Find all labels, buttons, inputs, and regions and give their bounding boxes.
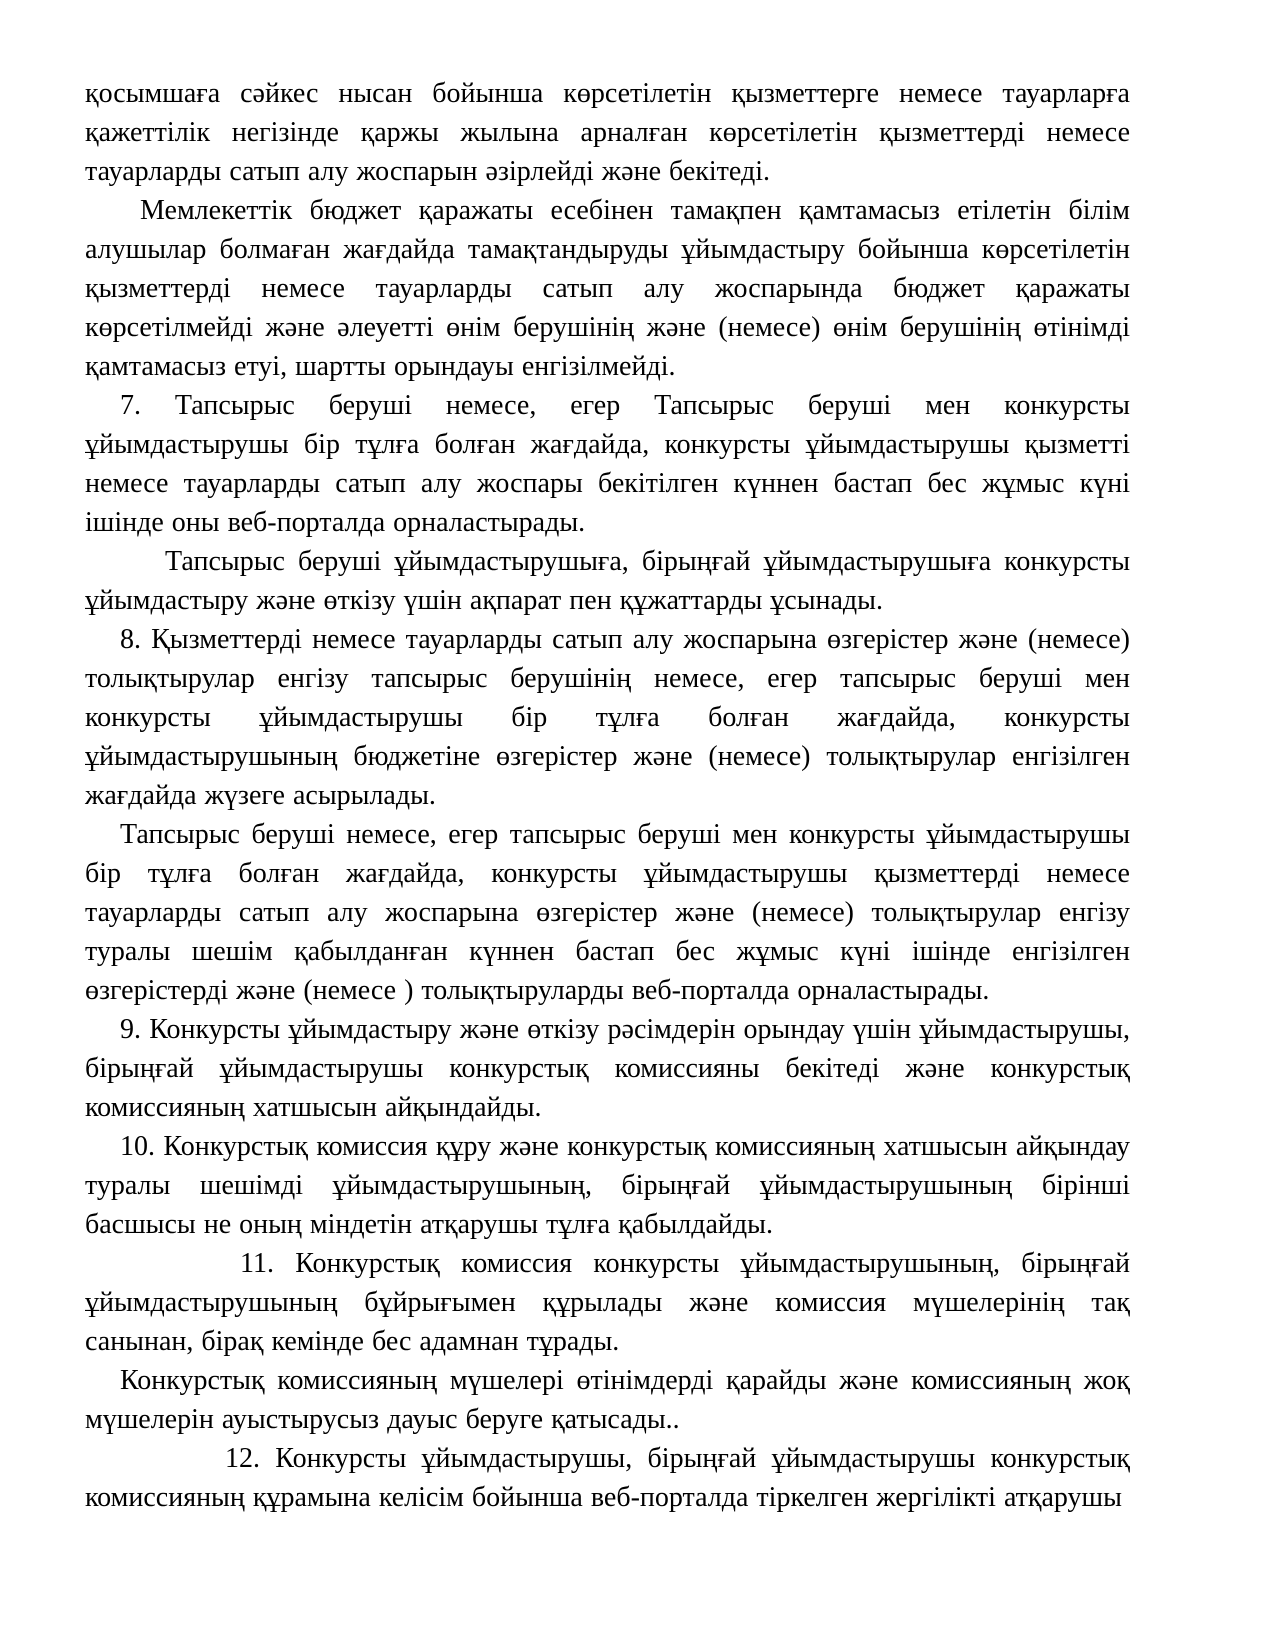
paragraph-item-9: 9. Конкурсты ұйымдастыру және өткізу рәсімдерін орындау үшін ұйымдастырушы, бірыңғай ұйымдастырушы конкурстық комиссияны бекітеді және конкурстық комиссияның хатшысын айқындайды.	[85, 1014, 1130, 1123]
paragraph-item-12: 12. Конкурсты ұйымдастырушы, бірыңғай ұйымдастырушы конкурстық комиссияның құрамына келісім бойынша веб-порталда тіркелген жергілікті атқарушы	[85, 1443, 1130, 1513]
paragraph-continuation: қосымшаға сәйкес нысан бойынша көрсетілетін қызметтерге немесе тауарларға қажеттілік негізінде қаржы жылына арналған көрсетілетін қызметтерді немесе тауарларды сатып алу жоспарын әзірлейді және бекітеді.	[85, 78, 1130, 187]
paragraph-customer-changes-plan: Тапсырыс беруші немесе, егер тапсырыс беруші мен конкурсты ұйымдастырушы бір тұлға болған жағдайда, конкурсты ұйымдастырушы қызметтерді немесе тауарларды сатып алу жоспарына өзгерістер және (немесе) толықтырулар енгізу туралы шешім қабылданған күннен бастап бес жұмыс күні ішінде енгізілген өзгерістерді және (немесе ) толықтыруларды веб-порталда орналастырады.	[85, 819, 1130, 1006]
paragraph-item-11: 11. Конкурстық комиссия конкурсты ұйымдастырушының, бірыңғай ұйымдастырушының бұйрығымен құрылады және комиссия мүшелерінің тақ санынан, бірақ кемінде бес адамнан тұрады.	[85, 1248, 1130, 1357]
paragraph-commission-members-vote: Конкурстық комиссияның мүшелері өтінімдерді қарайды және комиссияның жоқ мүшелерін ауыстырусыз дауыс беруге қатысады..	[85, 1365, 1130, 1435]
paragraph-item-7: 7. Тапсырыс беруші немесе, егер Тапсырыс беруші мен конкурсты ұйымдастырушы бір тұлға болған жағдайда, конкурсты ұйымдастырушы қызметті немесе тауарларды сатып алу жоспары бекітілген күннен бастап бес жұмыс күні ішінде оны веб-порталда орналастырады.	[85, 390, 1130, 538]
paragraph-customer-provides-info: Тапсырыс беруші ұйымдастырушыға, бірыңғай ұйымдастырушыға конкурсты ұйымдастыру және өткізу үшін ақпарат пен құжаттарды ұсынады.	[85, 546, 1130, 616]
paragraph-item-10: 10. Конкурстық комиссия құру және конкурстық комиссияның хатшысын айқындау туралы шешімді ұйымдастырушының, бірыңғай ұйымдастырушының бірінші басшысы не оның міндетін атқарушы тұлға қабылдайды.	[85, 1131, 1130, 1240]
paragraph-state-budget: Мемлекеттік бюджет қаражаты есебінен тамақпен қамтамасыз етілетін білім алушылар болмаған жағдайда тамақтандыруды ұйымдастыру бойынша көрсетілетін қызметтерді немесе тауарларды сатып алу жоспарында бюджет қаражаты көрсетілмейді және әлеуетті өнім берушінің және (немесе) өнім берушінің өтінімді қамтамасыз етуі, шартты орындауы енгізілмейді.	[85, 195, 1130, 382]
paragraph-item-8: 8. Қызметтерді немесе тауарларды сатып алу жоспарына өзгерістер және (немесе) толықтырулар енгізу тапсырыс берушінің немесе, егер тапсырыс беруші мен конкурсты ұйымдастырушы бір тұлға болған жағдайда, конкурсты ұйымдастырушының бюджетіне өзгерістер және (немесе) толықтырулар енгізілген жағдайда жүзеге асырылады.	[85, 624, 1130, 811]
